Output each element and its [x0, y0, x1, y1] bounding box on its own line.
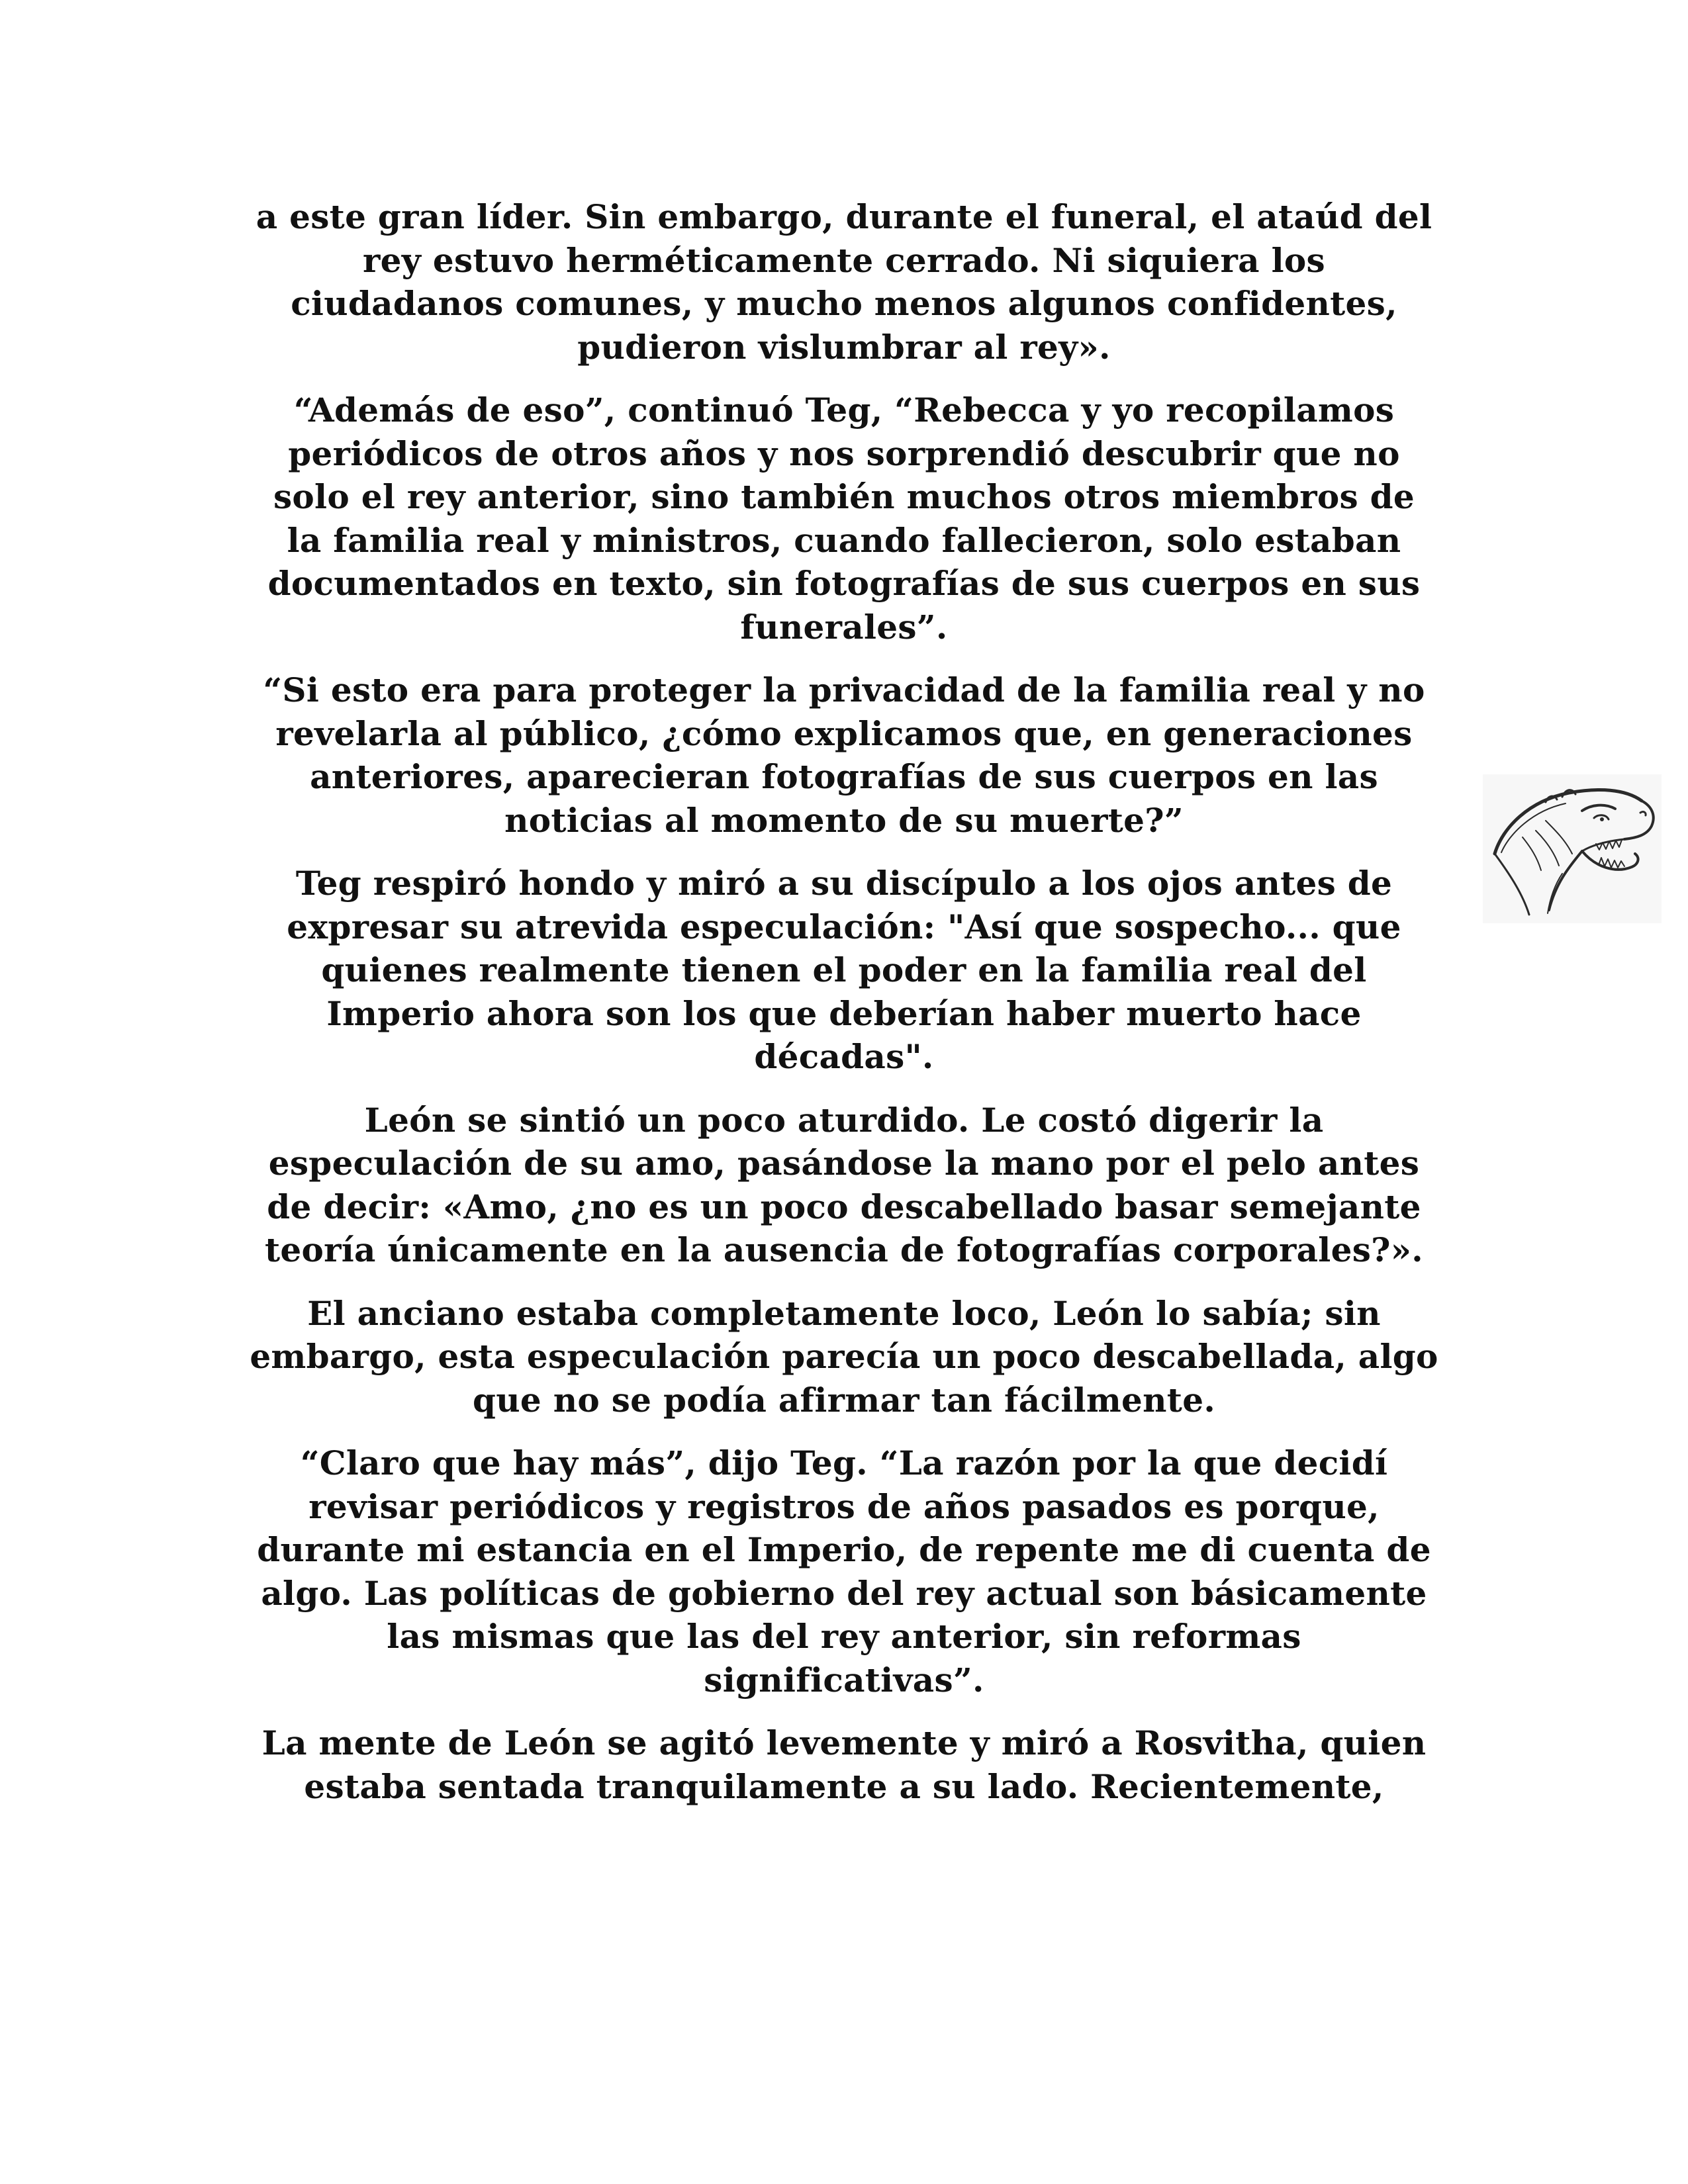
text-line: anteriores, aparecieran fotografías de sus cuerpos en las	[310, 757, 1378, 796]
text-line: teoría únicamente en la ausencia de fotografías corporales?».	[264, 1230, 1424, 1269]
paragraph-4	[225, 862, 1463, 1079]
text-line: pudieron vislumbrar al rey».	[577, 327, 1111, 367]
text-line: durante mi estancia en el Imperio, de repente me di cuenta de	[257, 1530, 1431, 1569]
text-line: especulación de su amo, pasándose la mano por el pelo antes	[268, 1144, 1420, 1183]
text-line: estaba sentada tranquilamente a su lado. Recientemente,	[304, 1766, 1384, 1806]
text-line: Teg respiró hondo y miró a su discípulo a los ojos antes de	[295, 864, 1393, 903]
paragraph-1	[225, 195, 1463, 369]
text-line: que no se podía afirmar tan fácilmente.	[472, 1380, 1216, 1420]
text-line: expresar su atrevida especulación: "Así que sospecho... que	[287, 907, 1401, 946]
text-line: León se sintió un poco aturdido. Le costó digerir la	[364, 1100, 1324, 1140]
text-line: documentados en texto, sin fotografías de sus cuerpos en sus	[267, 564, 1421, 603]
paragraph-3	[225, 668, 1463, 842]
text-line: noticias al momento de su muerte?”	[504, 800, 1184, 840]
text-line: Imperio ahora son los que deberían haber muerto hace	[326, 993, 1362, 1033]
paragraph-5	[225, 1099, 1463, 1272]
text-line: La mente de León se agitó levemente y miró a Rosvitha, quien	[261, 1723, 1427, 1762]
text-line: ciudadanos comunes, y mucho menos algunos confidentes,	[291, 284, 1397, 323]
text-line: significativas”.	[704, 1660, 984, 1700]
text-line: la familia real y ministros, cuando fallecieron, solo estaban	[287, 520, 1401, 560]
text-line: funerales”.	[740, 607, 948, 647]
paragraph-2	[225, 388, 1463, 649]
text-line: a este gran líder. Sin embargo, durante el funeral, el ataúd del	[256, 197, 1432, 236]
text-line: revelarla al público, ¿cómo explicamos que, en generaciones	[275, 713, 1413, 753]
paragraph-7	[225, 1441, 1463, 1702]
text-line: “Si esto era para proteger la privacidad de la familia real y no	[263, 670, 1425, 709]
text-line: quienes realmente tienen el poder en la familia real del	[321, 950, 1367, 989]
text-line: El anciano estaba completamente loco, León lo sabía; sin	[307, 1293, 1381, 1333]
text-line: embargo, esta especulación parecía un poco descabellada, algo	[250, 1337, 1438, 1376]
text-line: algo. Las políticas de gobierno del rey actual son básicamente	[261, 1573, 1427, 1613]
text-line: de decir: «Amo, ¿no es un poco descabellado basar semejante	[267, 1187, 1421, 1226]
paragraph-6	[225, 1292, 1463, 1422]
dinosaur-head-sketch-icon	[1483, 774, 1662, 923]
paragraph-8	[225, 1721, 1463, 1808]
body-text	[225, 195, 1463, 1828]
text-line: solo el rey anterior, sino también muchos otros miembros de	[273, 477, 1415, 516]
text-line: “Además de eso”, continuó Teg, “Rebecca y yo recopilamos	[293, 390, 1395, 430]
text-line: “Claro que hay más”, dijo Teg. “La razón por la que decidí	[300, 1443, 1388, 1482]
text-line: las mismas que las del rey anterior, sin reformas	[387, 1617, 1301, 1656]
text-line: revisar periódicos y registros de años pasados es porque,	[308, 1486, 1380, 1526]
text-line: décadas".	[754, 1037, 934, 1076]
text-line: rey estuvo herméticamente cerrado. Ni siquiera los	[363, 240, 1325, 280]
text-line: periódicos de otros años y nos sorprendió descubrir que no	[288, 433, 1400, 473]
